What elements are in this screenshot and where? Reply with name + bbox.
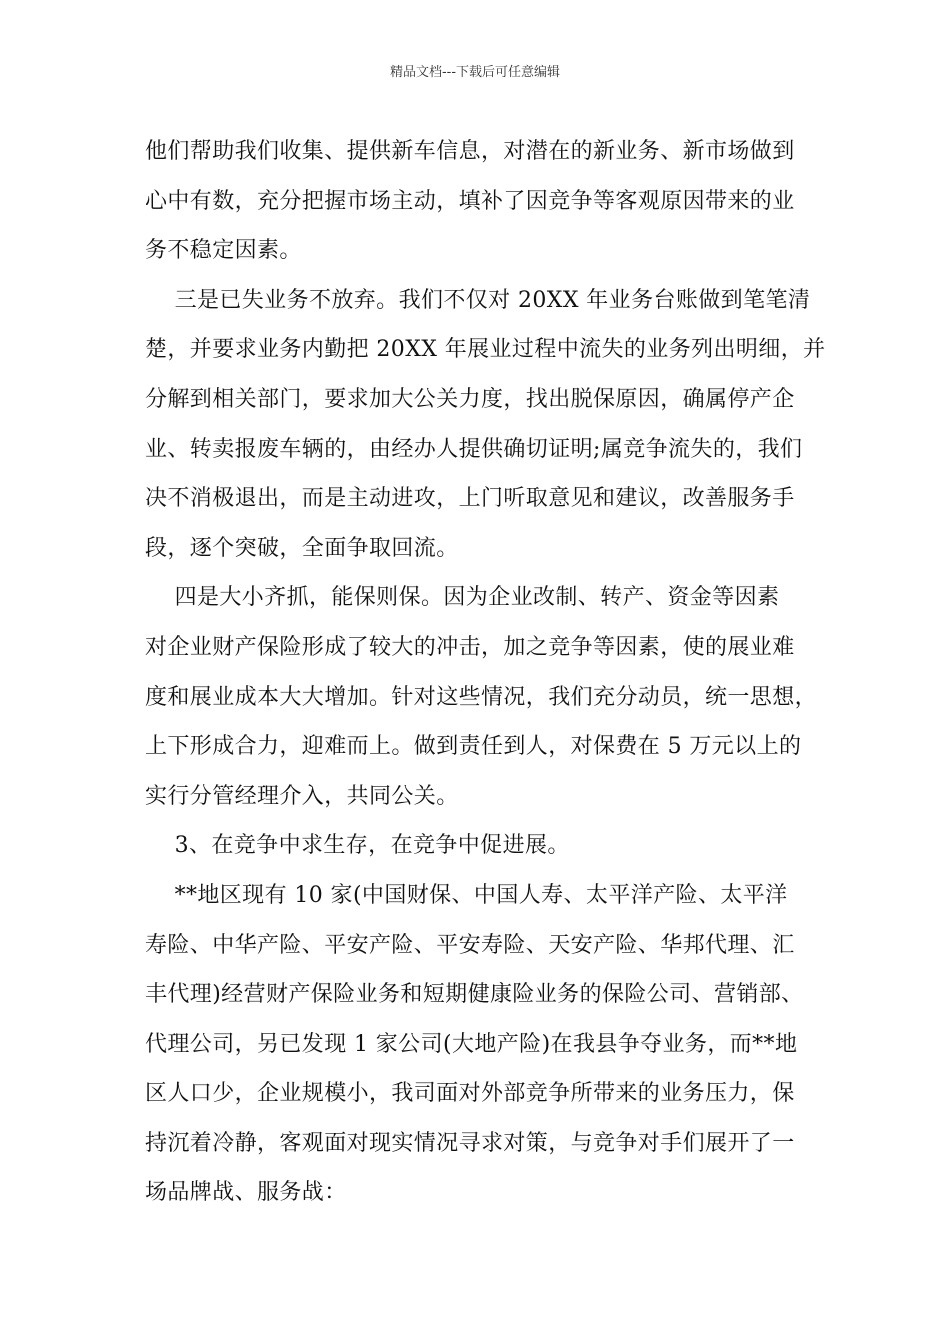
- text-line: 段，逐个突破，全面争取回流。: [145, 535, 459, 561]
- text-line: 业、转卖报废车辆的，由经办人提供确切证明;属竞争流失的，我们: [145, 436, 803, 462]
- text-line: 持沉着冷静，客观面对现实情况寻求对策，与竞争对手们展开了一: [145, 1130, 795, 1156]
- text-line: 丰代理)经营财产保险业务和短期健康险业务的保险公司、营销部、: [145, 982, 804, 1008]
- text-line: 分解到相关部门，要求加大公关力度，找出脱保原因，确属停产企: [145, 386, 795, 412]
- text-line: 四是大小齐抓，能保则保。因为企业改制、转产、资金等因素: [145, 585, 780, 611]
- text-line: 务不稳定因素。: [145, 238, 302, 264]
- text-line: 楚，并要求业务内勤把 20XX 年展业过程中流失的业务列出明细，并: [145, 337, 826, 363]
- text-line: 区人口少，企业规模小，我司面对外部竞争所带来的业务压力，保: [145, 1081, 795, 1107]
- document-body: [145, 127, 825, 1218]
- text-line: 上下形成合力，迎难而上。做到责任到人，对保费在 5 万元以上的: [145, 734, 802, 760]
- text-line: 实行分管经理介入，共同公关。: [145, 783, 459, 809]
- text-line: 他们帮助我们收集、提供新车信息，对潜在的新业务、新市场做到: [145, 139, 795, 164]
- text-line: 代理公司，另已发现 1 家公司(大地产险)在我县争夺业务，而**地: [145, 1031, 798, 1057]
- text-line: 度和展业成本大大增加。针对这些情况，我们充分动员，统一思想，: [145, 684, 818, 710]
- text-line: **地区现有 10 家(中国财保、中国人寿、太平洋产险、太平洋: [145, 882, 788, 908]
- text-line: 寿险、中华产险、平安产险、平安寿险、天安产险、华邦代理、汇: [145, 932, 795, 958]
- text-line: 心中有数，充分把握市场主动，填补了因竞争等客观原因带来的业: [145, 188, 795, 214]
- page-header: 精品文档---下载后可任意编辑: [389, 65, 561, 80]
- text-line: 三是已失业务不放弃。我们不仅对 20XX 年业务台账做到笔笔清: [145, 287, 811, 313]
- text-line: 场品牌战、服务战：: [145, 1180, 347, 1206]
- text-line: 3、在竞争中求生存，在竞争中促进展。: [145, 833, 570, 859]
- text-line: 对企业财产保险形成了较大的冲击，加之竞争等因素，使的展业难: [145, 634, 795, 660]
- text-line: 决不消极退出，而是主动进攻，上门听取意见和建议，改善服务手: [145, 486, 795, 512]
